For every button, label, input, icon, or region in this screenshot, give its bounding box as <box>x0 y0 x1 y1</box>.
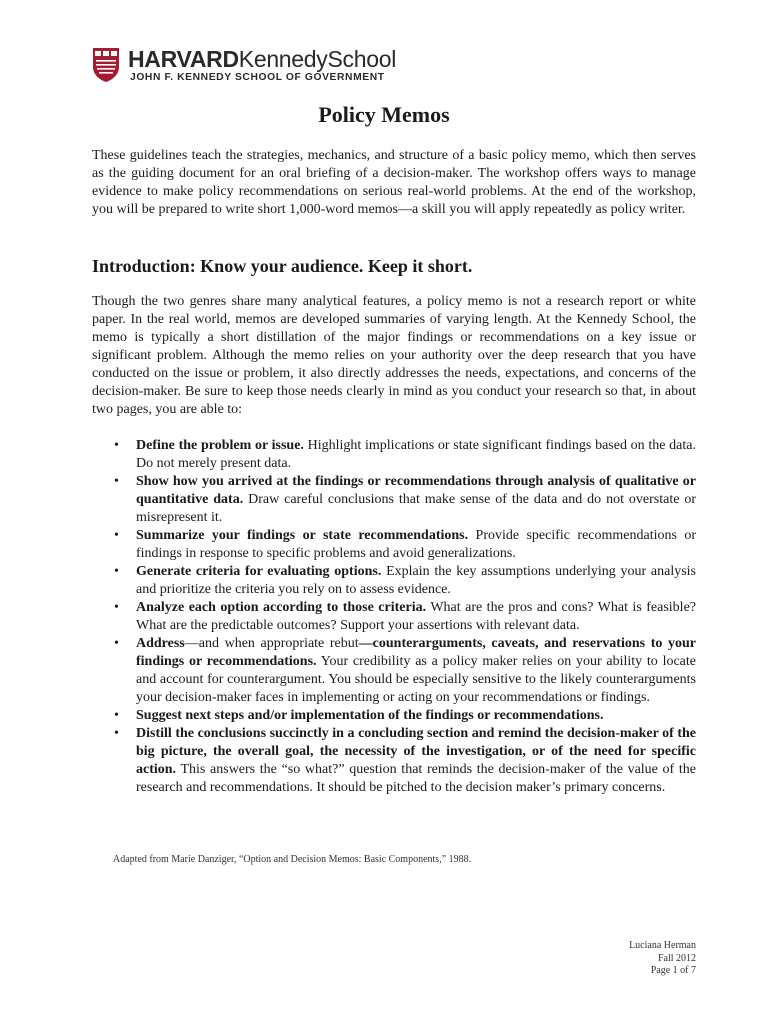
source-note: Adapted from Marie Danziger, “Option and Decision Memos: Basic Components,” 1988. <box>113 854 472 865</box>
bullet-icon: • <box>114 636 119 651</box>
list-item: • Summarize your findings or state recommendations. Provide specific recommendations or findings in response to specific problems and avoid generalizations. <box>114 528 696 561</box>
list-item: • Generate criteria for evaluating options. Explain the key assumptions underlying your analysis and prioritize the criteria you rely on to assess evidence. <box>114 564 697 597</box>
bullet-icon: • <box>114 564 119 579</box>
logo-wordmark: HARVARDKennedySchool <box>128 46 397 72</box>
list-item: • Define the problem or issue. Highlight implications or state significant findings based on the data. Do not merely present data. <box>114 438 696 471</box>
bullet-icon: • <box>114 726 119 741</box>
footer-author: Luciana Herman <box>629 940 696 951</box>
list-item: • Address—and when appropriate rebut—counterarguments, caveats, and reservations to your findings or recommendations. Your credibility as a policy maker relies on your ability to locate and account for counterargument. You should be especially sensitive to the likely counterarguments your decision-maker faces in implementing or acting on your recommendations or findings. <box>114 636 696 705</box>
list-item: • Analyze each option according to those criteria. What are the pros and cons? What is feasible? What are the predictable outcomes? Support your assertions with relevant data. <box>114 600 696 633</box>
list-item: • Suggest next steps and/or implementation of the findings or recommendations. <box>114 708 604 723</box>
bullet-icon: • <box>114 528 119 543</box>
logo-subtitle: JOHN F. KENNEDY SCHOOL OF GOVERNMENT <box>130 72 385 83</box>
page-footer <box>629 940 696 978</box>
harvard-shield-icon <box>92 47 120 83</box>
bullet-icon: • <box>114 438 119 453</box>
intro-paragraph: These guidelines teach the strategies, mechanics, and structure of a basic policy memo, which then serves as the guiding document for an oral briefing of a decision-maker. The workshop offers ways to manage evidence to make policy recommendations on serious real-world problems. At the end of the workshop, you will be prepared to write short 1,000-word memos—a skill you will apply repeatedly as policy writer. <box>92 148 696 217</box>
bullet-icon: • <box>114 474 119 489</box>
footer-page-number: Page 1 of 7 <box>650 965 696 976</box>
bullet-list <box>92 437 696 797</box>
page-title: Policy Memos <box>318 102 450 127</box>
bullet-icon: • <box>114 600 119 615</box>
section-paragraph: Though the two genres share many analytical features, a policy memo is not a research report or white paper. In the real world, memos are developed summaries of varying length. At the Kennedy School, the memo is typically a short distillation of the major findings or recommendations on a key issue or significant problem. Although the memo relies on your authority over the deep research that you have conducted on the issue or problem, it also directly addresses the needs, expectations, and concerns of the decision-maker. Be sure to keep those needs clearly in mind as you conduct your research so that, in about two pages, you are able to: <box>92 294 696 417</box>
list-item: • Distill the conclusions succinctly in a concluding section and remind the decision-maker of the big picture, the overall goal, the necessity of the investigation, or of the need for specific action. This answers the “so what?” question that reminds the decision-maker of the value of the research and recommendations. It should be pitched to the decision maker’s primary concerns. <box>114 726 696 795</box>
section-heading: Introduction: Know your audience. Keep it short. <box>92 256 473 276</box>
footer-term: Fall 2012 <box>657 952 696 964</box>
list-item: • Show how you arrived at the findings or recommendations through analysis of qualitative or quantitative data. Draw careful conclusions that make sense of the data and do not overstate or misrepresent it. <box>114 474 696 525</box>
bullet-icon: • <box>114 708 119 723</box>
